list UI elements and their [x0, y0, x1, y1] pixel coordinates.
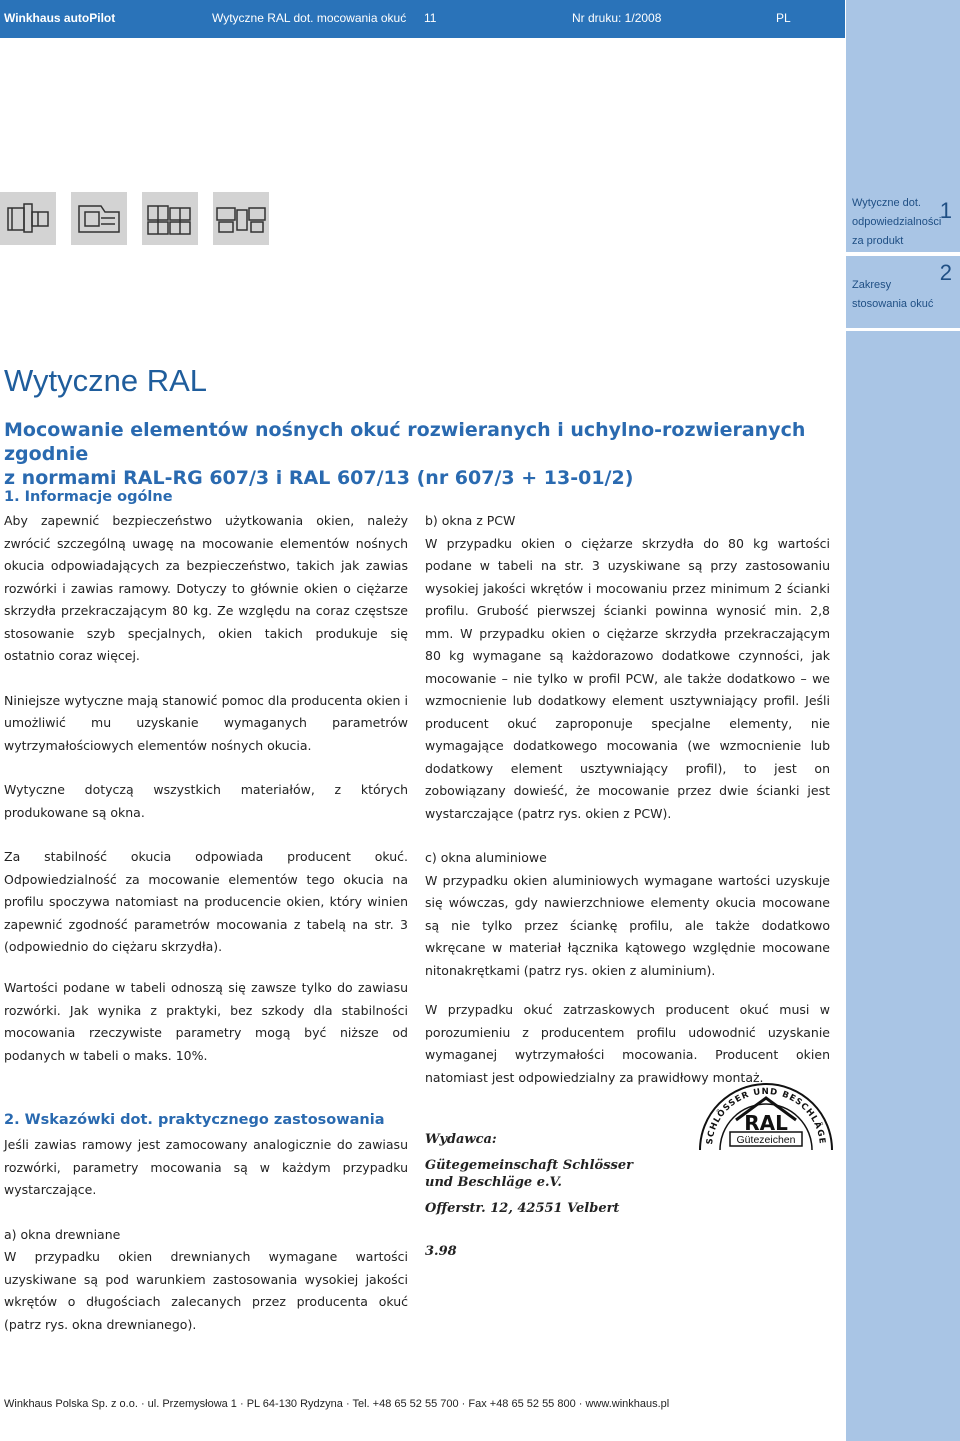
profile-thumbnail-4 [213, 192, 269, 245]
header-bar [0, 0, 845, 38]
right-column-body [425, 510, 830, 982]
subtitle-line: Mocowanie elementów nośnych okuć rozwieranych i uchylno-rozwieranych zgodnie [4, 419, 806, 465]
paragraph: W przypadku okien o ciężarze skrzydła do 80 kg wartości podane w tabeli na str. 3 uzyskiwane są przy zastosowaniu wysokiej jakości wkrętów i mocowaniu przez minimum 2 ścianki profilu. Grubość pierwszej ścianki powinna wynosić min. 2,8 mm. W przypadku okien o ciężarze skrzydła przekraczającym 80 kg wymagane są każdorazowo dodatkowe czynności, jak mocowanie – nie tylko w profil PCW, ale także dodatkowo – we wzmocnienie lub dodatkowy element usztywniający profil. Jeśli producent okuć zaproponuje specjalne elementy, nie wymagające dodatkowego mocowania (we wzmocnienie lub dodatkowy element usztywniający profil), to jest on zobowiązany dowieść, że mocowanie przez dwie ścianki jest wystarczające (patrz rys. okien z PCW). [425, 535, 830, 821]
page-footer: Winkhaus Polska Sp. z o.o. · ul. Przemysłowa 1 · PL 64-130 Rydzyna · Tel. +48 65 52 55 700 · Fax +48 65 52 55 800 · www.winkhaus.pl [4, 1398, 670, 1410]
section-1-heading: 1. Informacje ogólne [4, 489, 173, 505]
subsection-label: c) okna aluminiowe [425, 850, 547, 865]
sidebar-tab-product-liability[interactable] [846, 0, 960, 252]
page-number: 11 [424, 11, 437, 25]
section-2-body [4, 1134, 408, 1336]
sidebar-fill [846, 331, 960, 1441]
publisher-name [425, 1157, 633, 1191]
tab-label-line: odpowiedzialności [852, 216, 942, 228]
paragraph: W przypadku okuć zatrzaskowych producent okuć musi w porozumieniu z producentem profilu udowodnić uzyskanie wymaganej wytrzymałości mocowania. Producent okien natomiast jest odpowiedzialny za prawidłowy montaż. [425, 1002, 830, 1085]
page-title: Wytyczne RAL [4, 363, 207, 398]
subtitle-line: z normami RAL-RG 607/3 i RAL 607/13 (nr 607/3 + 13-01/2) [4, 467, 634, 489]
tab-label-line: Wytyczne dot. [852, 197, 921, 209]
tab-label-line: Zakresy [852, 279, 892, 291]
paragraph: Aby zapewnić bezpieczeństwo użytkowania okien, należy zwrócić szczególną uwagę na mocowanie elementów nośnych okucia odpowiadających za bezpieczeństwo, takich jak zawias rozwórki i zawias ramowy. Dotyczy to głównie okien o ciężarze skrzydła przekraczającym 80 kg. Ze względu na coraz częstsze stosowanie szyb specjalnych, okien takich produkuje się ostatnio coraz więcej. [4, 513, 408, 663]
section-2-heading: 2. Wskazówki dot. praktycznego zastosowania [4, 1112, 385, 1128]
ral-quality-seal [696, 1070, 836, 1170]
profile-thumbnail-3 [142, 192, 198, 245]
seal-ral-text: RAL [744, 1111, 788, 1135]
paragraph: W przypadku okien drewnianych wymagane wartości uzyskiwane są pod warunkiem zastosowania wysokiej jakości wkrętów o długościach zalecanych przez producenta okuć (patrz rys. okna drewnianego). [4, 1249, 408, 1332]
paragraph: Jeśli zawias ramowy jest zamocowany analogicznie do zawiasu rozwórki, parametry mocowania są w każdym przypadku wystarczające. [4, 1137, 408, 1197]
subsection-label: b) okna z PCW [425, 513, 516, 528]
window-profile-icon [213, 192, 269, 245]
sidebar-tab-label [852, 276, 933, 314]
section-1-body [4, 510, 408, 959]
publisher-label: Wydawca: [425, 1132, 497, 1147]
paragraph: Wytyczne dotyczą wszystkich materiałów, z których produkowane są okna. [4, 782, 408, 820]
profile-thumbnail-1 [0, 192, 56, 245]
subsection-label: a) okna drewniane [4, 1226, 121, 1242]
paragraph: Za stabilność okucia odpowiada producent okuć. Odpowiedzialność za mocowanie elementów tego okucia na profilu spoczywa natomiast na producencie okien, który winien zapewnić zgodność parametrów mocowania z tabelą na str. 3 (odpowiednio do ciężaru skrzydła). [4, 849, 408, 954]
seal-guete-text: Gütezeichen [736, 1134, 796, 1146]
document-title: Wytyczne RAL dot. mocowania okuć [212, 11, 407, 25]
window-profile-icon [71, 192, 127, 245]
profile-thumbnail-2 [71, 192, 127, 245]
publication-date: 3.98 [425, 1244, 457, 1259]
sidebar-tab-number: 1 [939, 198, 952, 223]
seal-arc-text: SCHLÖSSER UND BESCHLÄGE [705, 1086, 827, 1146]
sidebar-tab-number: 2 [939, 260, 952, 285]
window-profile-icon [142, 192, 198, 245]
sidebar-tab-label [852, 194, 941, 251]
brand-name: Winkhaus autoPilot [4, 11, 116, 25]
publisher-name-line: Gütegemeinschaft Schlösser [425, 1158, 633, 1173]
window-profile-icon [0, 192, 56, 245]
section-1-body-cont [4, 977, 408, 1067]
publisher-name-line: und Beschläge e.V. [425, 1175, 562, 1190]
print-number: Nr druku: 1/2008 [572, 11, 662, 25]
paragraph: Wartości podane w tabeli odnoszą się zawsze tylko do zawiasu rozwórki. Jak wynika z praktyki, bez szkody dla stabilności mocowania rzeczywiste parametry mogą być niższe od podanych w tabeli o maks. 10%. [4, 980, 408, 1063]
page-subtitle [4, 418, 834, 490]
tab-label-line: stosowania okuć [852, 298, 934, 310]
publisher-address: Offerstr. 12, 42551 Velbert [425, 1201, 620, 1216]
paragraph: W przypadku okien aluminiowych wymagane wartości uzyskuje się wówczas, gdy nawierzchniowe elementy okucia mocowane są nie tylko przez ściankę profilu, ale także dodatkowo wkręcane w materiał łącznika kątowego względnie mocowane nitonakrętkami (patrz rys. okien z aluminium). [425, 872, 830, 978]
tab-label-line: za produkt [852, 235, 904, 247]
language-code: PL [776, 11, 791, 25]
sidebar-tab-application-scope[interactable] [846, 256, 960, 328]
paragraph: Niniejsze wytyczne mają stanowić pomoc dla producenta okien i umożliwić mu uzyskanie wymaganych parametrów wytrzymałościowych elementów nośnych okucia. [4, 692, 408, 753]
